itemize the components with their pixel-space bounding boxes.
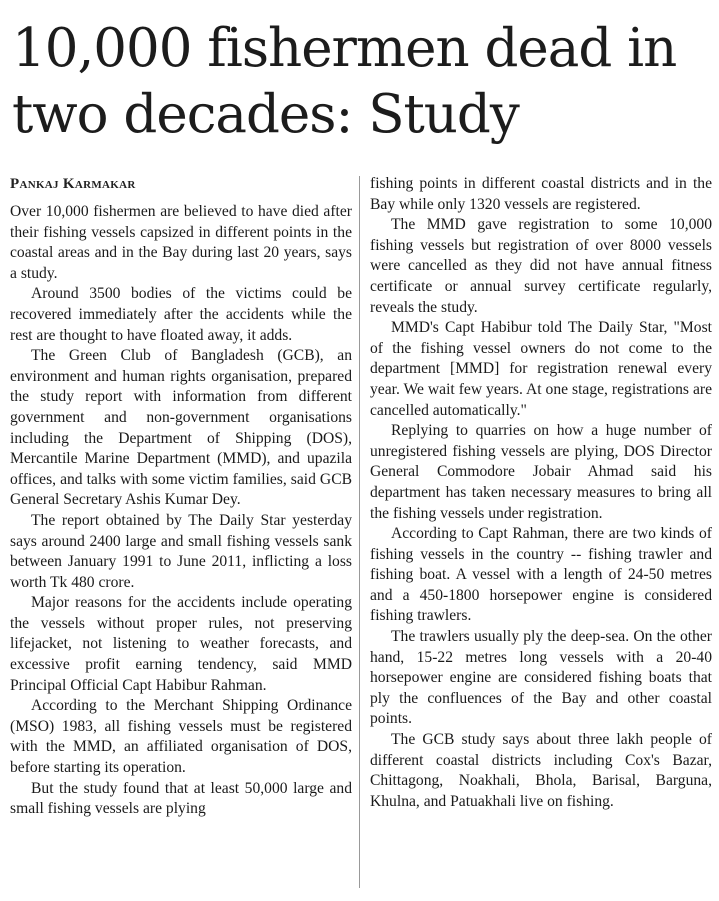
paragraph: Over 10,000 fishermen are believed to have died after their fishing vessels capsized in different points in the coastal areas and in the Bay during last 20 years, says a study.	[10, 203, 352, 282]
paragraph: The Green Club of Bangladesh (GCB), an environment and human rights organisation, prepared the study report with information from different government and non-government organisations including the Department of Shipping (DOS), Mercantile Marine Department (MMD), and upazila offices, and talks with some victim families, said GCB General Secretary Ashis Kumar Dey.	[10, 347, 352, 509]
byline: Pankaj Karmakar	[10, 176, 136, 192]
paragraph: Around 3500 bodies of the victims could be recovered immediately after the accidents while the rest are thought to have floated away, it adds.	[10, 285, 352, 344]
paragraph: The GCB study says about three lakh people of different coastal districts including Cox's Bazar, Chittagong, Noakhali, Bhola, Barisal, Barguna, Khulna, and Patuakhali live on fishing.	[370, 731, 712, 810]
paragraph: The trawlers usually ply the deep-sea. On the other hand, 15-22 metres long vessels with a 20-40 horsepower engine are considered fishing boats that ply the confluences of the Bay and other coastal points.	[370, 628, 712, 728]
column-divider	[359, 176, 360, 888]
paragraph: Major reasons for the accidents include operating the vessels without proper rules, not preserving lifejacket, not listening to weather forecasts, and excessive profit earning tendency, said MMD Principal Official Capt Habibur Rahman.	[10, 594, 352, 694]
article-column-right	[370, 174, 712, 812]
paragraph: The MMD gave registration to some 10,000 fishing vessels but registration of over 8000 vessels were cancelled as they did not have annual fitness certificate or annual survey certificate regularly, reveals the study.	[370, 216, 712, 316]
headline: 10,000 fishermen dead in two decades: Study	[12, 18, 677, 145]
paragraph: According to Capt Rahman, there are two kinds of fishing vessels in the country -- fishing trawler and fishing boat. A vessel with a length of 24-50 metres and a 450-1800 horsepower engine is considered fishing trawlers.	[370, 525, 712, 625]
paragraph: MMD's Capt Habibur told The Daily Star, "Most of the fishing vessel owners do not come to the department [MMD] for registration renewal every year. We wait few years. At one stage, registrations are cancelled automatically."	[370, 319, 712, 419]
paragraph: fishing points in different coastal districts and in the Bay while only 1320 vessels are registered.	[370, 175, 712, 213]
paragraph: The report obtained by The Daily Star yesterday says around 2400 large and small fishing vessels sank between January 1991 to June 2011, inflicting a loss worth Tk 480 crore.	[10, 511, 352, 591]
paragraph: But the study found that at least 50,000 large and small fishing vessels are plying	[10, 779, 352, 818]
paragraph: Replying to quarries on how a huge number of unregistered fishing vessels are plying, DOS Director General Commodore Jobair Ahmad said his department has taken necessary measures to bring all the fishing vessels under registration.	[370, 422, 712, 522]
article-column-left	[10, 202, 352, 820]
paragraph: According to the Merchant Shipping Ordinance (MSO) 1983, all fishing vessels must be registered with the MMD, an affiliated organisation of DOS, before starting its operation.	[10, 697, 352, 777]
